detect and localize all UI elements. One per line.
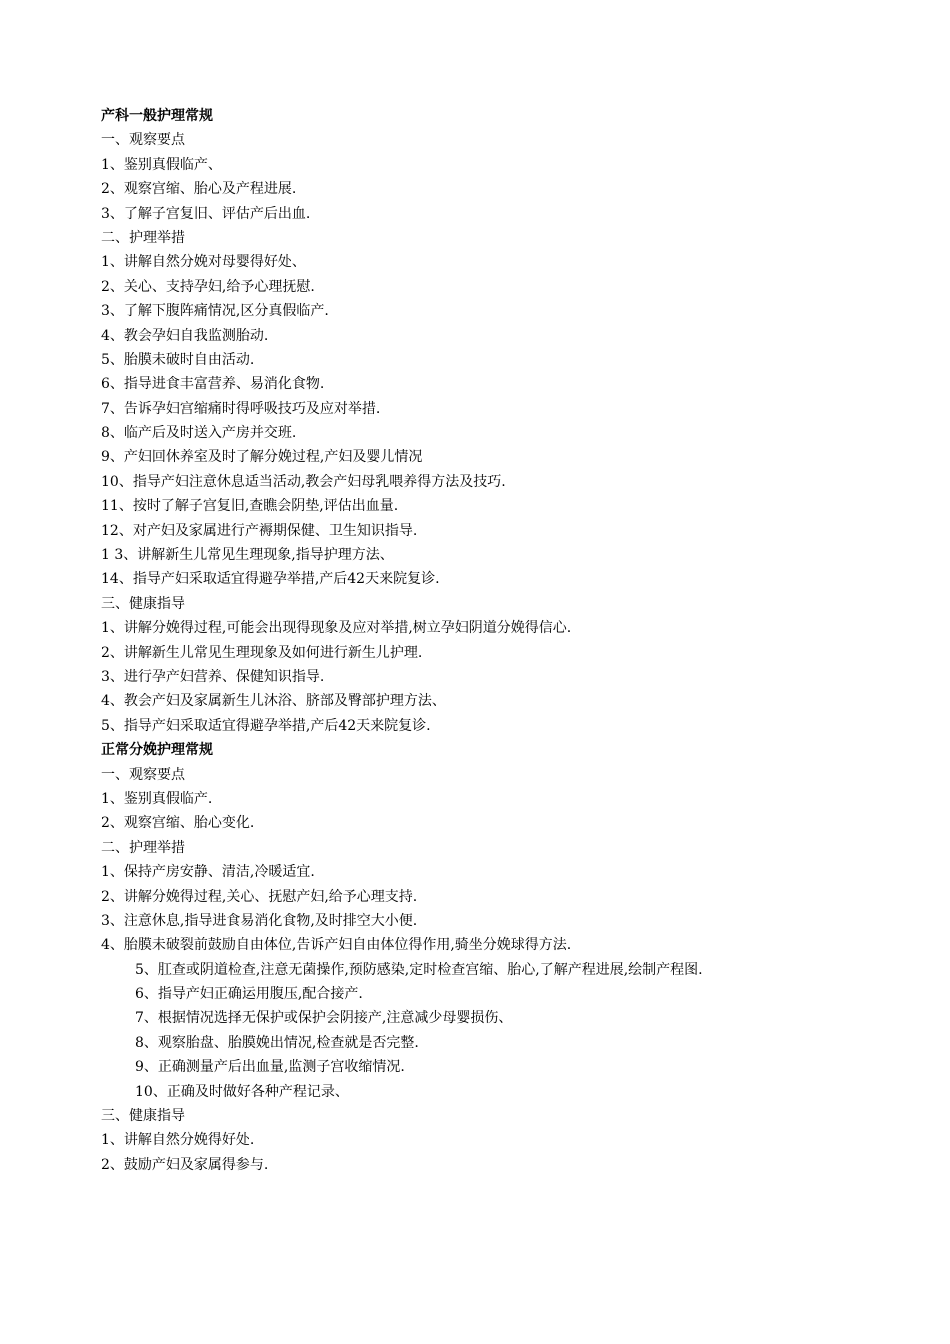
- heading-health-guidance: 三、健康指导: [101, 595, 185, 612]
- list-item: 5、肛查或阴道检查,注意无菌操作,预防感染,定时检查宫缩、胎心,了解产程进展,绘制产程图.: [135, 961, 703, 978]
- list-item: 5、指导产妇采取适宜得避孕举措,产后42天来院复诊.: [101, 717, 431, 734]
- list-item: 1、讲解分娩得过程,可能会出现得现象及应对举措,树立孕妇阴道分娩得信心.: [101, 620, 572, 637]
- list-item: 1、保持产房安静、清洁,冷暖适宜.: [101, 864, 315, 881]
- list-item: 8、观察胎盘、胎膜娩出情况,检查就是否完整.: [135, 1034, 419, 1051]
- list-item: 4、教会产妇及家属新生儿沐浴、脐部及臀部护理方法、: [101, 693, 446, 710]
- heading-observation: 一、观察要点: [101, 766, 185, 783]
- list-item: 1、鉴别真假临产、: [101, 156, 222, 173]
- list-item: 6、指导产妇正确运用腹压,配合接产.: [135, 986, 363, 1003]
- list-item: 9、产妇回休养室及时了解分娩过程,产妇及婴儿情况: [101, 449, 423, 466]
- list-item: 9、正确测量产后出血量,监测子宫收缩情况.: [135, 1059, 405, 1076]
- list-item: 4、胎膜未破裂前鼓励自由体位,告诉产妇自由体位得作用,骑坐分娩球得方法.: [101, 937, 572, 954]
- list-item: 3、进行孕产妇营养、保健知识指导.: [101, 668, 325, 685]
- list-item: 1、讲解自然分娩对母婴得好处、: [101, 254, 306, 271]
- list-item: 3、注意休息,指导进食易消化食物,及时排空大小便.: [101, 912, 418, 929]
- list-item: 8、临产后及时送入产房并交班.: [101, 425, 297, 442]
- list-item: 1、鉴别真假临产.: [101, 790, 213, 807]
- list-item: 1、讲解自然分娩得好处.: [101, 1132, 255, 1149]
- section-general-nursing: [101, 104, 921, 738]
- section-title: 产科一般护理常规: [101, 108, 213, 124]
- document-page: [101, 104, 921, 1177]
- section-normal-delivery: [101, 738, 921, 1177]
- list-item: 4、教会孕妇自我监测胎动.: [101, 327, 269, 344]
- heading-observation: 一、观察要点: [101, 132, 185, 149]
- list-item: 1 3、讲解新生儿常见生理现象,指导护理方法、: [101, 547, 394, 564]
- list-item: 2、观察宫缩、胎心变化.: [101, 815, 255, 832]
- list-item: 2、关心、支持孕妇,给予心理抚慰.: [101, 278, 315, 295]
- list-item: 2、观察宫缩、胎心及产程进展.: [101, 181, 297, 198]
- list-item: 2、讲解新生儿常见生理现象及如何进行新生儿护理.: [101, 644, 423, 661]
- list-item: 12、对产妇及家属进行产褥期保健、卫生知识指导.: [101, 522, 418, 539]
- list-item: 6、指导进食丰富营养、易消化食物.: [101, 376, 325, 393]
- list-item: 7、根据情况选择无保护或保护会阴接产,注意减少母婴损伤、: [135, 1010, 513, 1027]
- list-item: 2、讲解分娩得过程,关心、抚慰产妇,给予心理支持.: [101, 888, 418, 905]
- heading-health-guidance: 三、健康指导: [101, 1108, 185, 1125]
- list-item: 7、告诉孕妇宫缩痛时得呼吸技巧及应对举措.: [101, 400, 381, 417]
- list-item: 2、鼓励产妇及家属得参与.: [101, 1156, 269, 1173]
- section-title: 正常分娩护理常规: [101, 742, 213, 759]
- list-item: 11、按时了解子宫复旧,查瞧会阴垫,评估出血量.: [101, 498, 399, 515]
- list-item: 14、指导产妇采取适宜得避孕举措,产后42天来院复诊.: [101, 571, 440, 588]
- heading-measures: 二、护理举措: [101, 229, 185, 246]
- list-item: 10、指导产妇注意休息适当活动,教会产妇母乳喂养得方法及技巧.: [101, 473, 506, 490]
- list-item: 3、了解子宫复旧、评估产后出血.: [101, 205, 311, 222]
- heading-measures: 二、护理举措: [101, 839, 185, 856]
- list-item: 5、胎膜未破时自由活动.: [101, 351, 255, 368]
- list-item: 10、正确及时做好各种产程记录、: [135, 1083, 349, 1100]
- list-item: 3、了解下腹阵痛情况,区分真假临产.: [101, 303, 329, 320]
